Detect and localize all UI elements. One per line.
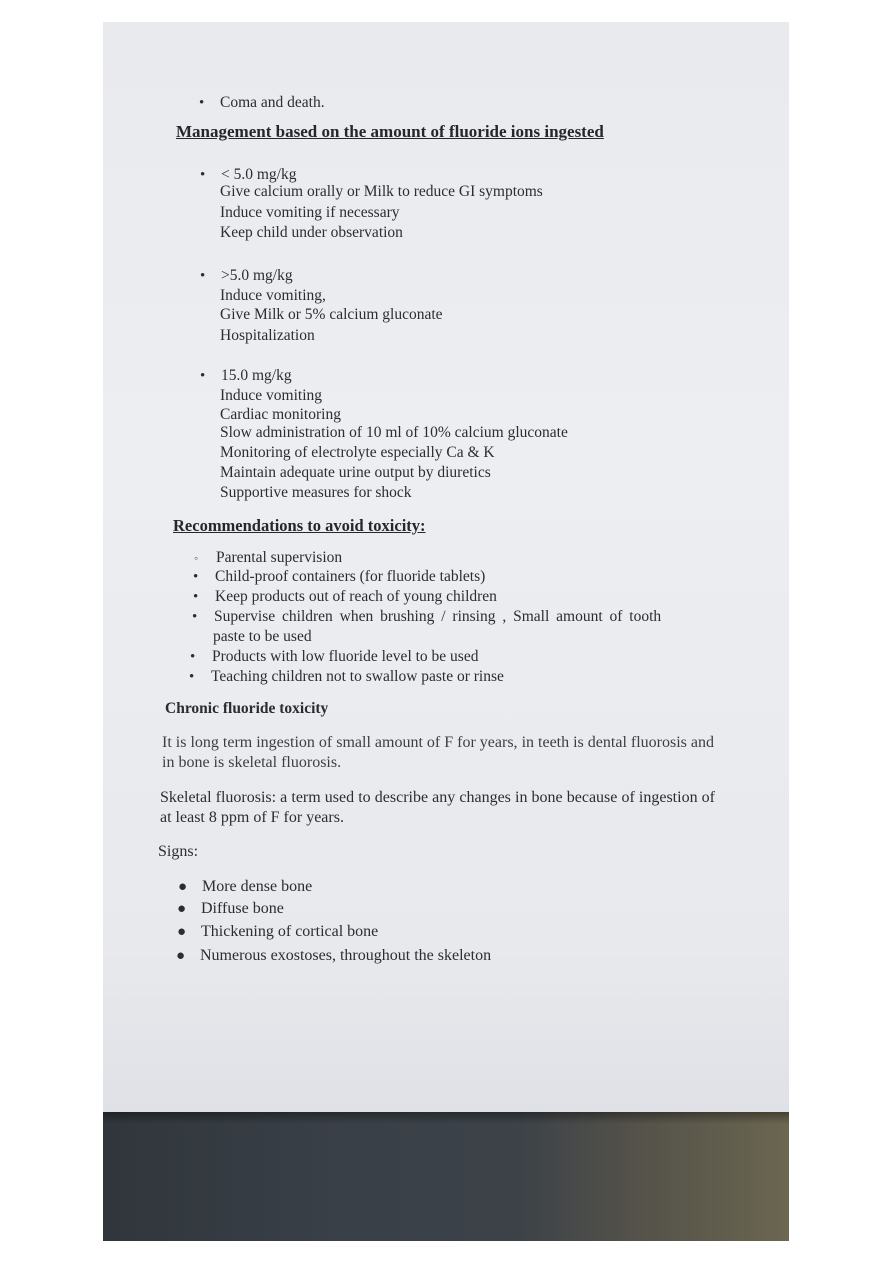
bullet-icon: ● bbox=[178, 879, 188, 895]
bullet-icon: • bbox=[192, 609, 198, 625]
recommendation-item: Products with low fluoride level to be used bbox=[212, 648, 479, 665]
management-step: Hospitalization bbox=[220, 327, 315, 344]
bullet-icon: • bbox=[200, 268, 206, 284]
recommendations-heading: Recommendations to avoid toxicity: bbox=[173, 516, 426, 535]
top-item: Coma and death. bbox=[220, 94, 325, 111]
dose-label: >5.0 mg/kg bbox=[221, 267, 293, 284]
skeletal-fluorosis-definition: Skeletal fluorosis: a term used to describe any changes in bone because of ingestion of at least 8 ppm of F for years. bbox=[160, 789, 715, 826]
management-step: Maintain adequate urine output by diuretics bbox=[220, 464, 491, 481]
signs-label: Signs: bbox=[158, 843, 199, 860]
background-floor bbox=[103, 1112, 789, 1241]
recommendation-item: Parental supervision bbox=[216, 549, 343, 566]
recommendation-item: Teaching children not to swallow paste or rinse bbox=[211, 668, 504, 685]
chronic-heading: Chronic fluoride toxicity bbox=[165, 700, 329, 717]
dose-label: < 5.0 mg/kg bbox=[221, 166, 297, 183]
paper-sheet bbox=[103, 22, 789, 1112]
recommendation-item-continued: paste to be used bbox=[213, 628, 312, 645]
management-step: Slow administration of 10 ml of 10% calcium gluconate bbox=[220, 424, 568, 441]
bullet-icon: ◦ bbox=[194, 551, 199, 565]
sign-item: Diffuse bone bbox=[201, 900, 284, 917]
photo-frame bbox=[103, 22, 789, 1241]
bullet-icon: • bbox=[193, 589, 199, 605]
paper-edge-shadow bbox=[103, 1112, 789, 1124]
sign-item: Numerous exostoses, throughout the skeleton bbox=[200, 947, 492, 964]
management-step: Induce vomiting bbox=[220, 387, 323, 404]
bullet-icon: • bbox=[199, 95, 205, 111]
bullet-icon: ● bbox=[176, 948, 186, 964]
dose-label: 15.0 mg/kg bbox=[221, 367, 292, 384]
bullet-icon: • bbox=[190, 649, 196, 665]
bullet-icon: • bbox=[200, 368, 206, 384]
chronic-definition: It is long term ingestion of small amount of F for years, in teeth is dental fluorosis and in bone is skeletal fluorosis. bbox=[162, 734, 714, 771]
sign-item: Thickening of cortical bone bbox=[201, 923, 379, 940]
bullet-icon: ● bbox=[177, 901, 187, 917]
management-step: Induce vomiting, bbox=[220, 287, 326, 304]
recommendation-item: Supervise children when brushing / rinsing , Small amount of tooth bbox=[214, 608, 662, 625]
recommendation-item: Child-proof containers (for fluoride tablets) bbox=[215, 568, 486, 585]
sign-item: More dense bone bbox=[202, 878, 313, 895]
management-step: Monitoring of electrolyte especially Ca & K bbox=[220, 444, 495, 461]
management-step: Cardiac monitoring bbox=[220, 406, 341, 423]
management-step: Give Milk or 5% calcium gluconate bbox=[220, 306, 443, 323]
management-step: Keep child under observation bbox=[220, 224, 403, 241]
management-step: Induce vomiting if necessary bbox=[220, 204, 400, 221]
management-heading: Management based on the amount of fluoride ions ingested bbox=[176, 122, 604, 141]
recommendation-item: Keep products out of reach of young children bbox=[215, 588, 497, 605]
bullet-icon: • bbox=[193, 569, 199, 585]
bullet-icon: • bbox=[189, 669, 195, 685]
bullet-icon: ● bbox=[177, 924, 187, 940]
management-step: Supportive measures for shock bbox=[220, 484, 412, 501]
management-step: Give calcium orally or Milk to reduce GI symptoms bbox=[220, 183, 543, 200]
bullet-icon: • bbox=[200, 167, 206, 183]
